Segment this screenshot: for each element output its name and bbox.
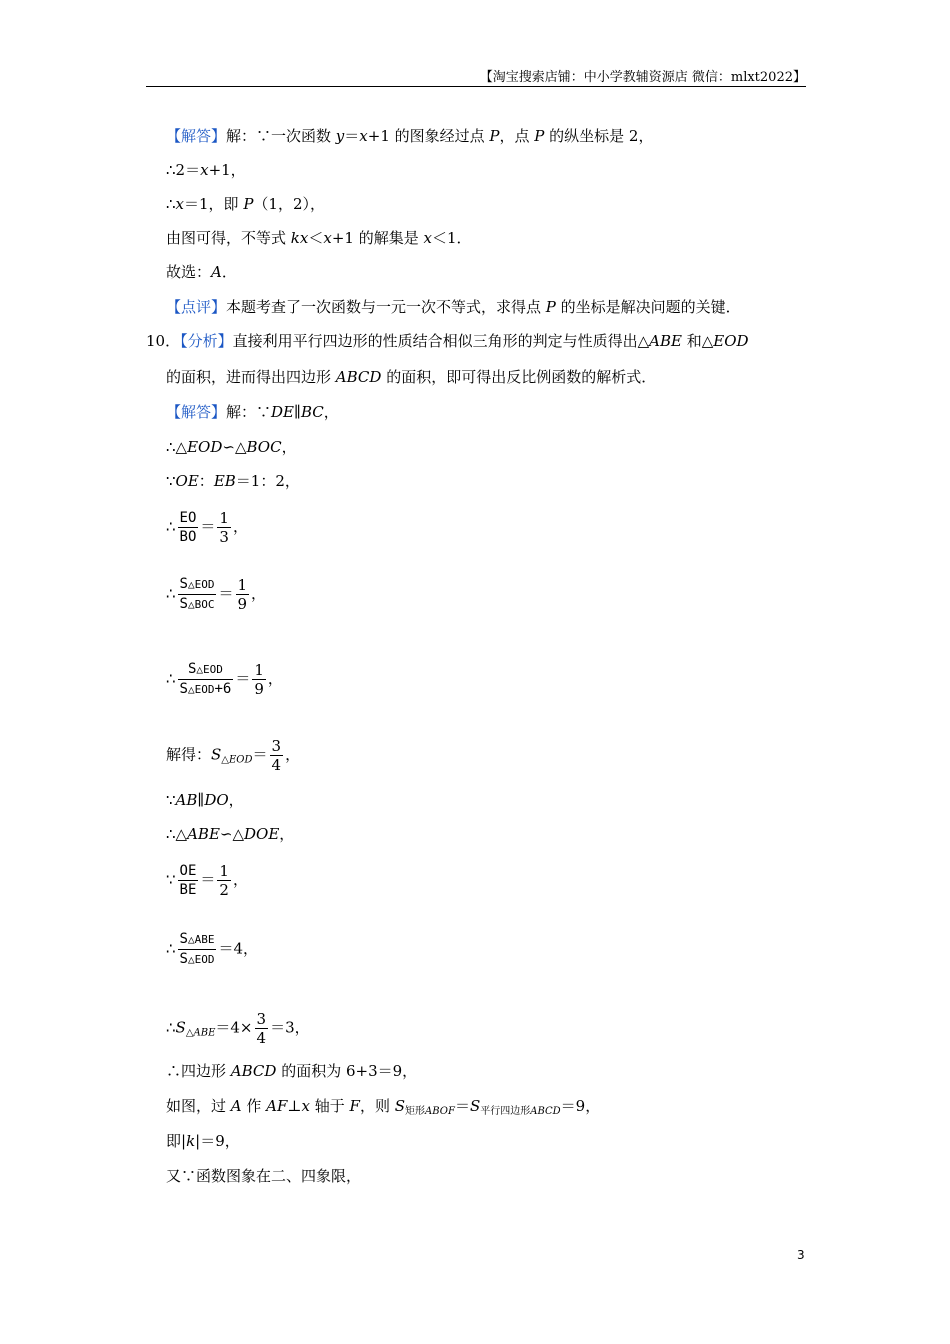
var: x bbox=[301, 1097, 310, 1115]
var: AF bbox=[266, 1097, 288, 1115]
var: ABCD bbox=[335, 368, 382, 386]
question-number: 10． bbox=[146, 332, 181, 350]
text: 由图可得，不等式 bbox=[166, 229, 291, 247]
var: ABE bbox=[649, 332, 682, 350]
text: ＝ bbox=[235, 669, 251, 688]
fraction-eo-bo bbox=[178, 509, 199, 546]
q10-step-14 bbox=[166, 1096, 600, 1122]
numerator: 3 bbox=[256, 1010, 267, 1028]
text: ∴2＝ bbox=[166, 161, 201, 179]
q9-line-2 bbox=[166, 160, 246, 180]
analysis-tag: 【分析】 bbox=[180, 332, 233, 350]
fraction-area-equation bbox=[178, 660, 234, 699]
q10-analysis-line-1 bbox=[146, 331, 749, 351]
numerator: 3 bbox=[271, 737, 282, 755]
denominator bbox=[178, 949, 217, 969]
subscript: △EOD bbox=[187, 953, 215, 966]
text: ， bbox=[232, 517, 248, 536]
var: EB bbox=[213, 472, 236, 490]
text: ， bbox=[251, 584, 267, 603]
var: S bbox=[469, 1097, 481, 1115]
subscript: △EOD bbox=[187, 683, 215, 696]
denominator: 3 bbox=[219, 528, 229, 546]
text: 直接利用平行四边形的性质结合相似三角形的判定与性质得出△ bbox=[232, 332, 650, 350]
var: kx bbox=[290, 229, 309, 247]
denominator: 4 bbox=[271, 756, 282, 774]
fraction-oe-be bbox=[178, 862, 199, 899]
fraction-1-3 bbox=[217, 509, 231, 546]
text: |＝9， bbox=[195, 1132, 240, 1150]
text: 的面积为 6+3＝9， bbox=[276, 1062, 418, 1080]
text: ＝ bbox=[200, 517, 216, 536]
text: S bbox=[179, 951, 188, 967]
subscript: △EOD bbox=[196, 663, 223, 676]
text: 和△ bbox=[681, 332, 714, 350]
var: OE bbox=[175, 472, 199, 490]
q10-step-12 bbox=[166, 1010, 310, 1047]
text: ∴△ bbox=[166, 438, 188, 456]
denominator: 9 bbox=[237, 595, 248, 613]
q9-line-1 bbox=[166, 126, 653, 146]
text: ∽△ bbox=[222, 438, 247, 456]
q10-step-15 bbox=[166, 1131, 240, 1151]
var: x bbox=[423, 229, 432, 247]
q10-step-7 bbox=[166, 737, 300, 774]
text: 的面积，即可得出反比例函数的解析式． bbox=[381, 368, 657, 386]
text: 解得： bbox=[166, 745, 212, 764]
text: 轴于 bbox=[310, 1097, 350, 1115]
text: ∴四边形 bbox=[166, 1062, 231, 1080]
text: ∥ bbox=[294, 403, 301, 421]
numerator: 1 bbox=[219, 862, 229, 880]
var: DO bbox=[204, 791, 229, 809]
numerator bbox=[178, 660, 234, 679]
text: ＝ bbox=[218, 584, 234, 603]
text: ＝1：2， bbox=[235, 472, 300, 490]
var: BOC bbox=[246, 438, 282, 456]
fraction-3-4 bbox=[270, 737, 284, 774]
comment-tag: 【点评】 bbox=[166, 298, 227, 316]
text: ∵ bbox=[166, 472, 176, 490]
text: ： bbox=[198, 472, 214, 490]
text: 故选： bbox=[166, 263, 212, 281]
text: +1， bbox=[208, 161, 246, 179]
var: P bbox=[489, 127, 500, 145]
var: k bbox=[186, 1132, 196, 1150]
text: +1 的图象经过点 bbox=[367, 127, 490, 145]
q10-step-8 bbox=[166, 790, 244, 810]
numerator: 1 bbox=[219, 509, 229, 527]
answer-tag: 【解答】 bbox=[166, 403, 227, 421]
fraction-1-9 bbox=[252, 661, 266, 698]
text: ＝9， bbox=[560, 1097, 601, 1115]
var: A bbox=[230, 1097, 242, 1115]
text: S bbox=[179, 596, 188, 612]
subscript: △BOC bbox=[187, 598, 215, 611]
fraction-1-9 bbox=[236, 576, 250, 613]
text: ⊥ bbox=[287, 1097, 302, 1115]
text: ， bbox=[267, 669, 283, 688]
var: S bbox=[211, 745, 222, 764]
text: ＜ bbox=[308, 229, 324, 247]
var: AB bbox=[175, 791, 198, 809]
text: ∴ bbox=[166, 669, 176, 688]
var: F bbox=[349, 1097, 360, 1115]
text: ． bbox=[221, 263, 237, 281]
q10-step-1 bbox=[166, 402, 339, 422]
text: +6 bbox=[214, 681, 232, 697]
var: ABCD bbox=[230, 1062, 277, 1080]
text: （1，2）， bbox=[253, 195, 326, 213]
numerator bbox=[178, 575, 217, 594]
text: ， bbox=[281, 438, 297, 456]
text: S bbox=[179, 576, 188, 592]
text: ＝ bbox=[200, 870, 216, 889]
subscript: △ABE bbox=[185, 1027, 216, 1039]
text: ＝ bbox=[454, 1097, 470, 1115]
q10-step-5 bbox=[166, 575, 266, 614]
q10-step-3 bbox=[166, 471, 300, 491]
text: 本题考查了一次函数与一元一次不等式，求得点 bbox=[226, 298, 546, 316]
text: ∴ bbox=[166, 517, 176, 536]
text: ∽△ bbox=[219, 825, 245, 843]
text: ， bbox=[323, 403, 339, 421]
text: ∴ bbox=[166, 1018, 176, 1037]
var: P bbox=[243, 195, 254, 213]
fraction-abe-eod bbox=[178, 930, 217, 969]
var: DOE bbox=[244, 825, 280, 843]
text: ∵ bbox=[166, 791, 176, 809]
q10-step-9 bbox=[166, 824, 294, 844]
text: 的面积，进而得出四边形 bbox=[166, 368, 336, 386]
q9-line-3 bbox=[166, 194, 325, 214]
q9-line-4 bbox=[166, 228, 472, 248]
subscript: △EOD bbox=[221, 754, 253, 766]
text: 的纵坐标是 2， bbox=[544, 127, 654, 145]
text: ， bbox=[228, 791, 244, 809]
text: 作 bbox=[241, 1097, 267, 1115]
denominator: BE bbox=[179, 882, 197, 898]
text: 如图，过 bbox=[166, 1097, 231, 1115]
var: S bbox=[394, 1097, 406, 1115]
numerator: EO bbox=[179, 510, 197, 526]
fraction-1-2 bbox=[217, 862, 231, 899]
denominator: 2 bbox=[219, 881, 229, 899]
text: ＜1． bbox=[431, 229, 472, 247]
var: x bbox=[175, 195, 185, 213]
var: A bbox=[211, 263, 222, 281]
text: ＝4× bbox=[215, 1018, 253, 1037]
text: ，点 bbox=[499, 127, 535, 145]
text: 解：∵一次函数 bbox=[226, 127, 336, 145]
subscript: 平行四边形 bbox=[480, 1106, 531, 1117]
denominator: 9 bbox=[254, 680, 264, 698]
text: 即| bbox=[166, 1132, 187, 1150]
numerator: OE bbox=[179, 863, 197, 879]
q10-step-10 bbox=[166, 862, 248, 899]
q10-analysis-line-2 bbox=[166, 367, 656, 387]
denominator bbox=[178, 594, 217, 614]
var: DE bbox=[271, 403, 295, 421]
text: ， bbox=[279, 825, 295, 843]
text: S bbox=[179, 931, 188, 947]
subscript: 矩形 bbox=[405, 1106, 426, 1117]
text: ＝ bbox=[344, 127, 360, 145]
var: EOD bbox=[187, 438, 223, 456]
var: x bbox=[200, 161, 209, 179]
subscript: △EOD bbox=[187, 578, 215, 591]
text: ∴ bbox=[166, 584, 176, 603]
q10-step-13 bbox=[166, 1061, 417, 1081]
text: ， bbox=[232, 870, 248, 889]
page-number: 3 bbox=[797, 1248, 805, 1262]
text: ，则 bbox=[359, 1097, 395, 1115]
text: ∥ bbox=[197, 791, 205, 809]
text: 解：∵ bbox=[226, 403, 272, 421]
numerator: 1 bbox=[254, 661, 264, 679]
text: ∴△ bbox=[166, 825, 188, 843]
q10-step-6 bbox=[166, 660, 283, 699]
fraction-area-ratio bbox=[178, 575, 217, 614]
text: ∴ bbox=[166, 939, 176, 958]
text: ＝ bbox=[252, 745, 268, 764]
numerator: 1 bbox=[237, 576, 248, 594]
answer-tag: 【解答】 bbox=[166, 127, 227, 145]
q10-step-2 bbox=[166, 437, 297, 457]
q9-comment bbox=[166, 297, 741, 317]
denominator bbox=[178, 679, 234, 699]
q10-step-4 bbox=[166, 509, 248, 546]
var: x bbox=[323, 229, 332, 247]
text: S bbox=[187, 661, 197, 677]
subscript: ABCD bbox=[530, 1106, 561, 1117]
var: x bbox=[359, 127, 368, 145]
text: ＝4， bbox=[218, 939, 259, 958]
text: ∵ bbox=[166, 870, 176, 889]
numerator bbox=[178, 930, 217, 949]
q10-step-16 bbox=[166, 1166, 361, 1186]
var: P bbox=[545, 298, 556, 316]
page-header: 【淘宝搜索店铺：中小学教辅资源店 微信：mlxt2022】 bbox=[146, 66, 806, 87]
denominator: BO bbox=[179, 529, 197, 545]
var: S bbox=[175, 1018, 186, 1037]
fraction-3-4 bbox=[255, 1010, 269, 1047]
var: EOD bbox=[713, 332, 749, 350]
denominator: 4 bbox=[256, 1029, 267, 1047]
text: ， bbox=[285, 745, 301, 764]
subscript: △ABE bbox=[187, 933, 215, 946]
text: S bbox=[179, 681, 188, 697]
text: +1 的解集是 bbox=[331, 229, 424, 247]
var: y bbox=[335, 127, 345, 145]
subscript: ABOF bbox=[425, 1106, 455, 1117]
text: ＝3， bbox=[270, 1018, 310, 1037]
q9-line-5 bbox=[166, 262, 237, 282]
var: P bbox=[534, 127, 545, 145]
var: ABE bbox=[187, 825, 220, 843]
text: 的坐标是解决问题的关键． bbox=[555, 298, 741, 316]
q10-step-11 bbox=[166, 930, 258, 969]
text: ＝1，即 bbox=[184, 195, 244, 213]
text: ∴ bbox=[166, 195, 176, 213]
var: BC bbox=[300, 403, 324, 421]
text: 又∵函数图象在二、四象限， bbox=[166, 1167, 362, 1185]
